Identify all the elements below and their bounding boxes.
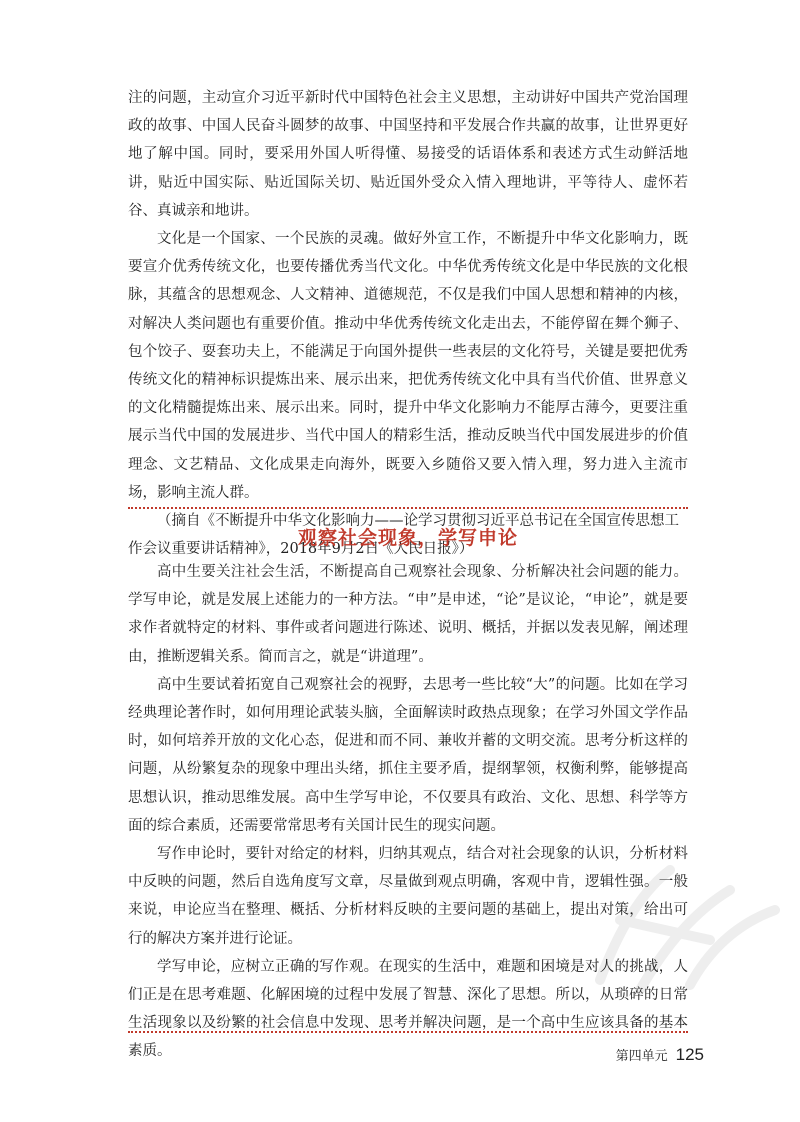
citation: （摘自《不断提升中华文化影响力——论学习贯彻习近平总书记在全国宣传思想工作会议重要讲话精神》，2018年9月2日《人民日报》） bbox=[128, 513, 679, 558]
page-number: 125 bbox=[675, 1045, 704, 1064]
paragraph: 学写申论，应树立正确的写作观。在现实的生活中，难题和困境是对人的挑战，人们正是在思考难题、化解困境的过程中发展了智慧、深化了思想。所以，从琐碎的日常生活现象以及纷繁的社会信息中发现、思考并解决问题，是一个高中生应该具备的基本素质。 bbox=[128, 958, 688, 1060]
article-continuation bbox=[128, 84, 688, 563]
paragraph: 注的问题，主动宣介习近平新时代中国特色社会主义思想，主动讲好中国共产党治国理政的故事、中国人民奋斗圆梦的故事、中国坚持和平发展合作共赢的故事，让世界更好地了解中国。同时，要采用外国人听得懂、易接受的话语体系和表述方式生动鲜活地讲，贴近中国实际、贴近国际关切、贴近国外受众入情入理地讲，平等待人、虚怀若谷、真诚亲和地讲。 bbox=[128, 90, 688, 219]
paragraph: 高中生要试着拓宽自己观察社会的视野，去思考一些比较“大”的问题。比如在学习经典理论著作时，如何用理论武装头脑，全面解读时政热点现象；在学习外国文学作品时，如何培养开放的文化心态，促进和而不同、兼收并蓄的文明交流。思考分析这样的问题，从纷繁复杂的现象中理出头绪，抓住主要矛盾，提纲挈领，权衡利弊，能够提高思想认识，推动思维发展。高中生学写申论，不仅要具有政治、文化、思想、科学等方面的综合素质，还需要常常思考有关国计民生的现实问题。 bbox=[128, 676, 688, 834]
section-title: 观察社会现象，学写申论 bbox=[297, 527, 518, 549]
section-divider-bottom bbox=[128, 1031, 688, 1033]
unit-label: 第四单元 bbox=[615, 1049, 668, 1064]
page-footer bbox=[616, 1045, 704, 1065]
paragraph: 高中生要关注社会生活，不断提高自己观察社会现象、分析解决社会问题的能力。学写申论，就是发展上述能力的一种方法。“申”是申述，“论”是议论，“申论”，就是要求作者就特定的材料、事件或者问题进行陈述、说明、概括，并据以发表见解，阐述理由，推断逻辑关系。简而言之，就是“讲道理”。 bbox=[128, 564, 688, 665]
section-body bbox=[128, 558, 688, 1066]
paragraph: 文化是一个国家、一个民族的灵魂。做好外宣工作，不断提升中华文化影响力，既要宣介优秀传统文化，也要传播优秀当代文化。中华优秀传统文化是中华民族的文化根脉，其蕴含的思想观念、人文精神、道德规范，不仅是我们中国人思想和精神的内核，对解决人类问题也有重要价值。推动中华优秀传统文化走出去，不能停留在舞个狮子、包个饺子、耍套功夫上，不能满足于向国外提供一些表层的文化符号，关键是要把优秀传统文化的精神标识提炼出来、展示出来，把优秀传统文化中具有当代价值、世界意义的文化精髓提炼出来、展示出来。同时，提升中华文化影响力不能厚古薄今，更要注重展示当代中国的发展进步、当代中国人的精彩生活，推动反映当代中国发展进步的价值理念、文艺精品、文化成果走向海外，既要入乡随俗又要入情入理，努力进入主流市场，影响主流人群。 bbox=[128, 231, 688, 501]
paragraph: 写作申论时，要针对给定的材料，归纳其观点，结合对社会现象的认识，分析材料中反映的问题，然后自选角度写文章，尽量做到观点明确，客观中肯，逻辑性强。一般来说，申论应当在整理、概括、分析材料反映的主要问题的基础上，提出对策，给出可行的解决方案并进行论证。 bbox=[128, 846, 688, 947]
section-divider-top bbox=[128, 507, 688, 509]
